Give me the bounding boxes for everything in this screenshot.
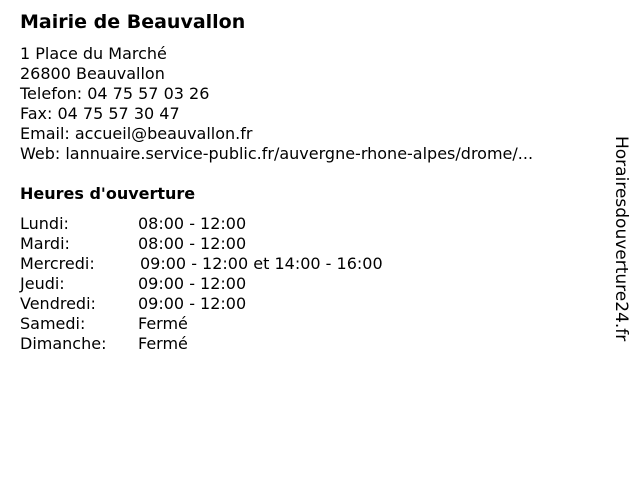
page-title: Mairie de Beauvallon bbox=[20, 11, 246, 33]
time-value: 09:00 - 12:00 et 14:00 - 16:00 bbox=[140, 254, 383, 273]
fax-number: Fax: 04 75 57 30 47 bbox=[20, 104, 180, 123]
watermark-text: Horairesdouverture24.fr bbox=[611, 136, 631, 342]
day-label: Vendredi: bbox=[20, 294, 96, 313]
contact-info bbox=[20, 44, 533, 164]
time-value: Fermé bbox=[138, 314, 188, 333]
website-link: Web: lannuaire.service-public.fr/auvergne-rhone-alpes/drome/... bbox=[20, 144, 534, 163]
time-value: 08:00 - 12:00 bbox=[138, 214, 247, 233]
day-label: Mardi: bbox=[20, 234, 70, 253]
hours-heading: Heures d'ouverture bbox=[20, 184, 196, 203]
address-city: 26800 Beauvallon bbox=[20, 64, 165, 83]
day-label: Jeudi: bbox=[20, 274, 65, 293]
phone-number: Telefon: 04 75 57 03 26 bbox=[20, 84, 210, 103]
email-address: Email: accueil@beauvallon.fr bbox=[20, 124, 253, 143]
address-street: 1 Place du Marché bbox=[20, 44, 167, 63]
time-value: Fermé bbox=[138, 334, 188, 353]
day-label: Lundi: bbox=[20, 214, 69, 233]
time-value: 09:00 - 12:00 bbox=[138, 294, 247, 313]
time-value: 09:00 - 12:00 bbox=[138, 274, 247, 293]
day-label: Dimanche: bbox=[20, 334, 107, 353]
day-label: Mercredi: bbox=[20, 254, 95, 273]
time-value: 08:00 - 12:00 bbox=[138, 234, 247, 253]
site-watermark bbox=[608, 136, 638, 346]
day-label: Samedi: bbox=[20, 314, 86, 333]
